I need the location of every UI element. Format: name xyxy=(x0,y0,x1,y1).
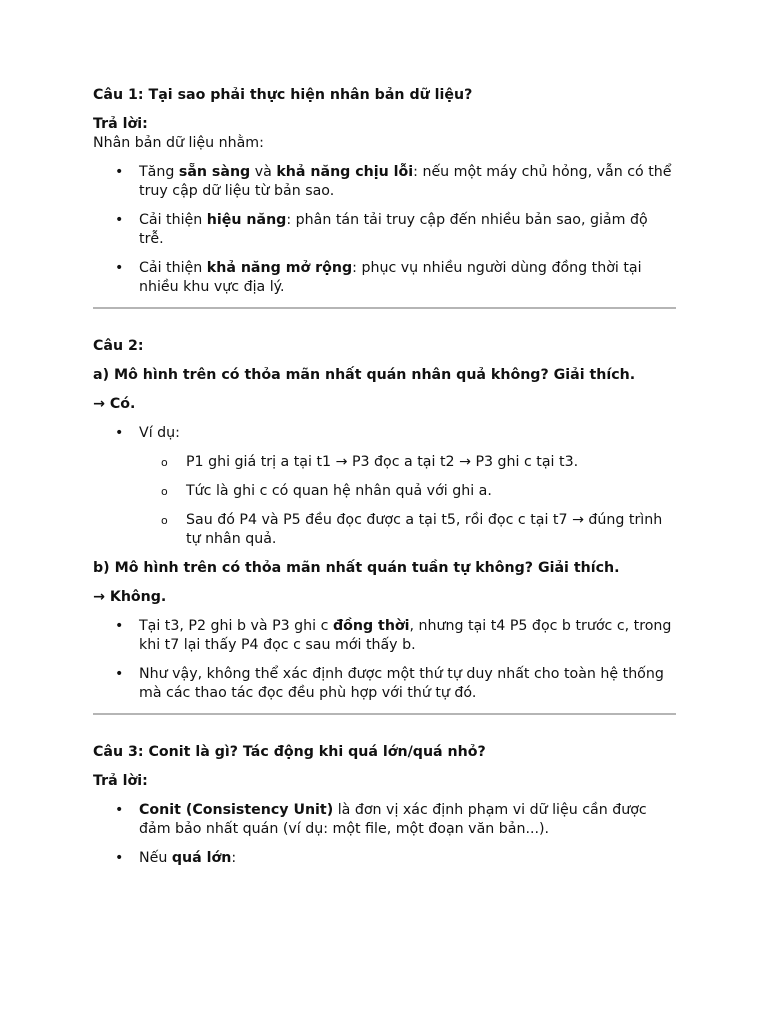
text: Cải thiện xyxy=(139,212,207,228)
text: và xyxy=(250,164,277,180)
question-1 xyxy=(93,86,676,297)
bullet-list xyxy=(93,617,676,703)
bullet-list xyxy=(93,424,676,549)
question-2 xyxy=(93,337,676,703)
bold-term: khả năng mở rộng xyxy=(206,260,353,276)
question-2a-title: a) Mô hình trên có thỏa mãn nhất quán nhân quả không? Giải thích. xyxy=(93,367,636,383)
question-2-title: Câu 2: xyxy=(93,338,144,354)
bold-term: khả năng chịu lỗi xyxy=(276,164,414,180)
list-item xyxy=(93,259,676,297)
list-item: • Như vậy, không thể xác định được một thứ tự duy nhất cho toàn hệ thống mà các thao tác đọc đều phù hợp với thứ tự đó. xyxy=(93,665,676,703)
sub-bullet-list xyxy=(93,453,676,549)
list-item xyxy=(93,211,676,249)
bold-term: sẵn sàng xyxy=(178,164,251,180)
question-2a-answer: → Có. xyxy=(93,396,136,412)
list-item xyxy=(93,163,676,201)
bullet-list xyxy=(93,801,676,868)
answer-label: Trả lời: xyxy=(93,773,148,789)
question-2b-answer: → Không. xyxy=(93,589,167,605)
answer-label: Trả lời: xyxy=(93,116,148,132)
text: Tại t3, P2 ghi b và P3 ghi c xyxy=(139,618,333,634)
text: , nhưng tại t4 P5 đọc b trước c, trong khi t7 lại thấy P4 đọc c sau mới thấy b. xyxy=(139,618,672,653)
text: : phân tán tải truy cập đến nhiều bản sao, giảm độ trễ. xyxy=(139,212,648,247)
question-1-title: Câu 1: Tại sao phải thực hiện nhân bản dữ liệu? xyxy=(93,87,473,103)
list-item xyxy=(93,424,676,549)
text: : phục vụ nhiều người dùng đồng thời tại nhiều khu vực địa lý. xyxy=(139,260,642,295)
text: Nếu xyxy=(139,850,172,866)
list-item xyxy=(93,801,676,839)
bold-term: Conit (Consistency Unit) xyxy=(139,802,334,818)
question-3-title: Câu 3: Conit là gì? Tác động khi quá lớn/quá nhỏ? xyxy=(93,744,486,760)
sub-list-item: o Sau đó P4 và P5 đều đọc được a tại t5, rồi đọc c tại t7 → đúng trình tự nhân quả. xyxy=(93,511,676,549)
list-item xyxy=(93,849,676,868)
document-page xyxy=(93,86,676,878)
text: Tăng xyxy=(139,164,179,180)
text: : nếu một máy chủ hỏng, vẫn có thể truy cập dữ liệu từ bản sao. xyxy=(139,164,672,199)
text: Cải thiện xyxy=(139,260,207,276)
list-item xyxy=(93,617,676,655)
bold-term: quá lớn xyxy=(171,850,232,866)
question-3 xyxy=(93,743,676,868)
divider xyxy=(93,713,676,715)
text: là đơn vị xác định phạm vi dữ liệu cần được đảm bảo nhất quán (ví dụ: một file, một đoạn văn bản...). xyxy=(139,802,647,837)
bold-term: hiệu năng xyxy=(206,212,287,228)
answer-intro: Nhân bản dữ liệu nhằm: xyxy=(93,135,264,151)
sub-list-item: o Tức là ghi c có quan hệ nhân quả với ghi a. xyxy=(93,482,676,501)
text: : xyxy=(231,850,237,866)
divider xyxy=(93,307,676,309)
question-2b-title: b) Mô hình trên có thỏa mãn nhất quán tuần tự không? Giải thích. xyxy=(93,560,620,576)
bold-term: đồng thời xyxy=(332,618,410,634)
text: Ví dụ: xyxy=(139,425,180,441)
bullet-list xyxy=(93,163,676,297)
sub-list-item: o P1 ghi giá trị a tại t1 → P3 đọc a tại t2 → P3 ghi c tại t3. xyxy=(93,453,676,472)
